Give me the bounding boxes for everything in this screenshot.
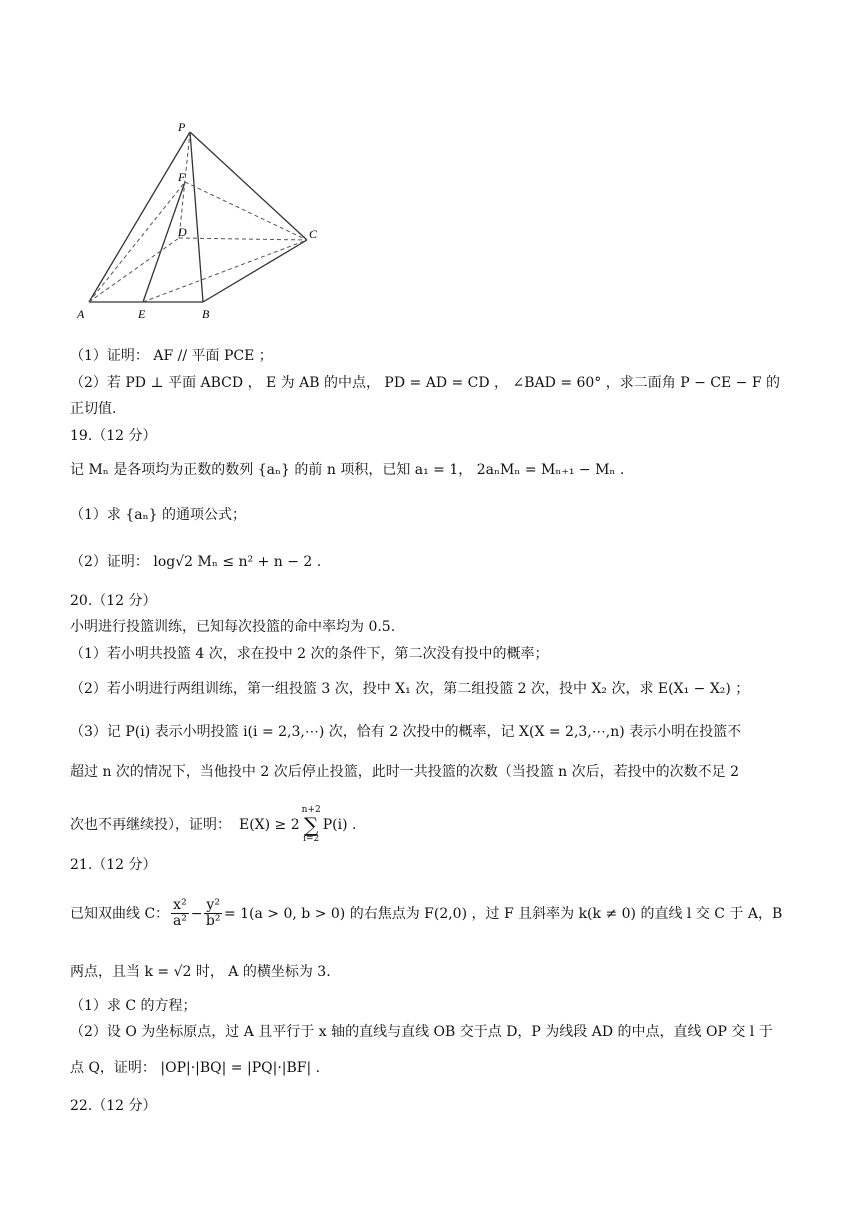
edge-EC	[143, 240, 307, 302]
q18-part2-line2: 正切值.	[70, 401, 117, 417]
q21-part2-line1: （2）设 O 为坐标原点，过 A 且平行于 x 轴的直线与直线 OB 交于点 D，P 为线段 AD 的中点，直线 OP 交 l 于	[70, 1024, 773, 1040]
label-P: P	[178, 120, 186, 134]
edge-AD	[89, 238, 179, 302]
q21-part2-line2: 点 Q，证明： |OP|·|BQ| = |PQ|·|BF| .	[70, 1060, 321, 1076]
fraction-x-den: a²	[172, 913, 187, 930]
edge-FC	[185, 182, 307, 240]
q20-part2: （2）若小明进行两组训练，第一组投篮 3 次，投中 X₁ 次，第二组投篮 2 次，投中 X₂ 次，求 E(X₁ − X₂) ；	[70, 681, 750, 697]
q19-part1: （1）求 {aₙ} 的通项公式；	[70, 507, 247, 523]
q21-stem	[70, 898, 782, 930]
q18-part1: （1）证明： AF // 平面 PCE ；	[70, 348, 273, 364]
q19-stem: 记 Mₙ 是各项均为正数的数列 {aₙ} 的前 n 项积，已知 a₁ = 1， 2aₙMₙ = Mₙ₊₁ − Mₙ .	[70, 462, 625, 478]
edge-PB	[190, 132, 203, 302]
q20-stem: 小明进行投篮训练，已知每次投篮的命中率均为 0.5.	[70, 619, 396, 635]
fraction-x	[171, 898, 189, 930]
q20-sum	[302, 806, 321, 844]
label-A: A	[77, 307, 85, 321]
edge-PA	[89, 132, 190, 302]
q21-part1: （1）求 C 的方程；	[70, 998, 197, 1014]
sum-sign: ∑	[304, 813, 319, 837]
q21-stem-a: 已知双曲线 C：	[70, 905, 170, 922]
fraction-x-num: x²	[173, 897, 187, 913]
label-F: F	[178, 170, 186, 184]
q21-header: 21.（12 分）	[70, 857, 157, 873]
q20-part3-rhs: P(i) .	[322, 817, 357, 833]
pyramid-figure	[72, 118, 332, 328]
edge-BC	[203, 240, 307, 302]
q20-part3-text: 次也不再继续投），证明：	[70, 817, 231, 833]
q20-part3-line1: （3）记 P(i) 表示小明投篮 i(i = 2,3,⋯) 次，恰有 2 次投中的概率，记 X(X = 2,3,⋯,n) 表示小明在投篮不	[70, 724, 742, 740]
q18-part2-line1: （2）若 PD ⊥ 平面 ABCD ， E 为 AB 的中点， PD = AD = CD ， ∠BAD = 60° ，求二面角 P − CE − F 的	[70, 375, 780, 391]
label-D: D	[178, 225, 187, 239]
q21-stem-line2: 两点，且当 k = √2 时， A 的横坐标为 3.	[70, 964, 331, 980]
q19-part2: （2）证明： log√2 Mₙ ≤ n² + n − 2 .	[70, 554, 322, 570]
sum-lower: i=2	[303, 834, 320, 844]
q20-part3-lhs: E(X) ≥ 2	[239, 817, 300, 833]
edge-PC	[190, 132, 307, 240]
fraction-y	[204, 898, 222, 930]
label-B: B	[202, 307, 210, 321]
label-E: E	[138, 307, 146, 321]
fraction-y-num: y²	[206, 897, 220, 913]
edge-AF	[89, 182, 185, 302]
q21-stem-b: = 1(a > 0, b > 0) 的右焦点为 F(2,0) ，过 F 且斜率为 k(k ≠ 0) 的直线 l 交 C 于 A，B	[223, 905, 783, 922]
q20-header: 20.（12 分）	[70, 593, 157, 609]
sum-upper: n+2	[301, 805, 321, 815]
label-C: C	[309, 227, 318, 241]
q20-part3-line3	[70, 806, 356, 844]
q21-minus: −	[190, 905, 203, 922]
q22-header: 22.（12 分）	[70, 1098, 157, 1114]
q20-part1: （1）若小明共投篮 4 次，求在投中 2 次的条件下，第二次没有投中的概率；	[70, 646, 549, 662]
q20-part3-line2: 超过 n 次的情况下，当他投中 2 次后停止投篮，此时一共投篮的次数（当投篮 n 次后，若投中的次数不足 2	[70, 764, 739, 780]
q19-header: 19.（12 分）	[70, 428, 157, 444]
fraction-y-den: b²	[205, 913, 221, 930]
